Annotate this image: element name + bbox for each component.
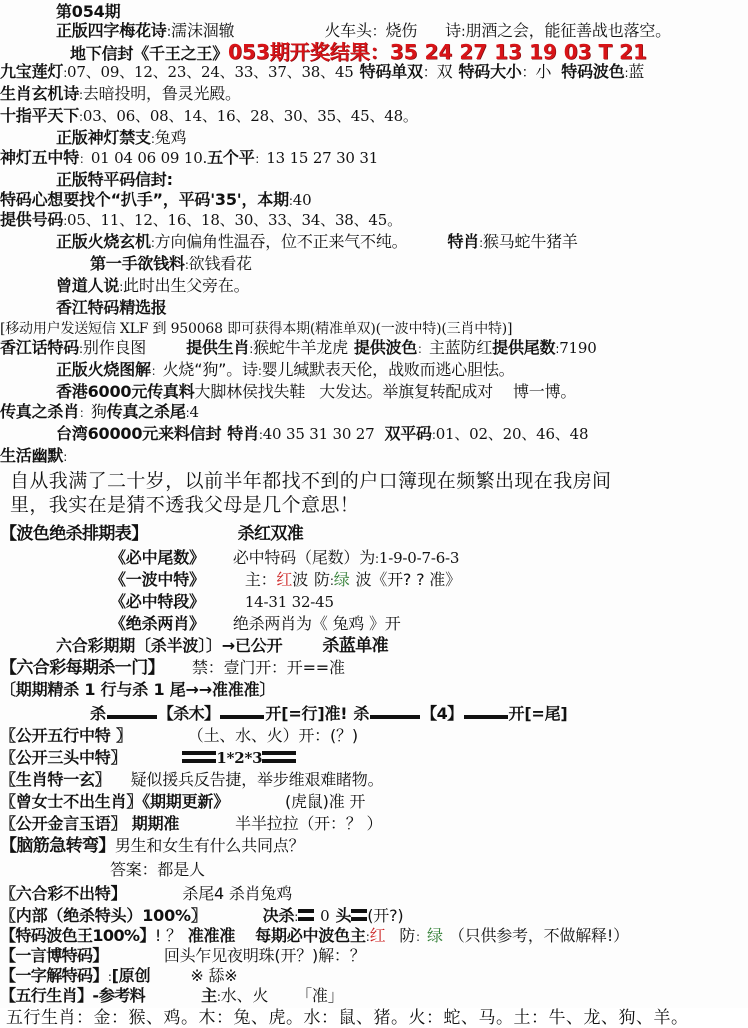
kill-four-label: 【4】 xyxy=(421,704,463,723)
hk-fax-label: 香港6000元传真料 xyxy=(56,382,195,401)
wave-row-def-label: 防 xyxy=(314,570,330,589)
section-five-elements-open xyxy=(0,728,748,744)
table-row xyxy=(0,594,748,610)
segment-row-value: 14-31 32-45 xyxy=(244,593,334,611)
zengdaoren-value: 此时出生父旁在。 xyxy=(123,276,250,295)
table-row xyxy=(0,616,748,632)
jiubao-line xyxy=(0,64,748,80)
fax-kill-line xyxy=(0,404,748,420)
provide-wave-value: 主蓝防红 xyxy=(428,338,493,357)
first-money-line xyxy=(0,256,748,272)
internal-kill-bar-right xyxy=(351,909,367,921)
section-value-golden-words: 半半拉拉（开：？ ） xyxy=(235,814,383,833)
first-money-value: 欲钱看花 xyxy=(188,254,252,273)
special-zodiac-sep: : xyxy=(479,236,483,250)
fire-chart-poem-sep: : xyxy=(257,364,262,378)
wave-kill-table-title-right: 杀红双准 xyxy=(237,524,304,544)
kill-word: 杀 xyxy=(90,704,106,723)
provide-tail-label: 提供尾数 xyxy=(492,338,556,357)
zodiac-poem-value: 去暗投明，鲁灵光殿。 xyxy=(82,84,241,103)
section-golden-words xyxy=(0,816,748,832)
provide-wave-label: 提供波色 xyxy=(353,338,418,357)
kill-bars-line xyxy=(0,706,748,722)
one-char-sep: : xyxy=(107,970,112,984)
tail-row-sep: : xyxy=(375,552,379,566)
internal-kill-value-tail: (开?) xyxy=(367,906,404,925)
internal-kill-head-label: 〖内部（绝杀特头）100%〗 xyxy=(0,906,207,925)
section-label-zodiac-mystery: 〖生肖特一玄〗 xyxy=(0,770,111,789)
xjh-label: 香江话特码 xyxy=(0,338,80,357)
wave-king-label: 【特码波色王100%】 xyxy=(0,926,155,945)
special-wish-line xyxy=(0,192,748,208)
sms-notice-line xyxy=(0,320,748,336)
kill-bar-3 xyxy=(370,715,420,719)
hk-fax-line xyxy=(0,384,748,400)
humor-line-1 xyxy=(0,472,748,491)
tail-row-label: 《必中尾数》 xyxy=(110,548,205,567)
table-footer-line xyxy=(0,638,748,655)
wave-row-def-suffix: 波 xyxy=(355,570,372,589)
fire-chart-value: 火烧“狗”。 xyxy=(162,360,243,379)
lamp-five-numbers: 01 04 06 09 10. xyxy=(90,149,208,167)
result-numbers: 35 24 27 13 19 03 T 21 xyxy=(389,40,647,64)
first-money-label: 第一手欲钱料 xyxy=(90,254,185,273)
lamp-ban-line xyxy=(0,130,748,146)
jiubao-label: 九宝莲灯 xyxy=(0,62,64,81)
tw-double-flat-label: 双平码 xyxy=(384,424,432,443)
special-size-value: 小 xyxy=(535,62,552,81)
section-precise-kill xyxy=(0,682,748,698)
wave-king-text: 每期必中波色主 xyxy=(255,926,366,945)
fire-mystery-label: 正版火烧玄机 xyxy=(56,232,151,251)
section-zodiac-mystery xyxy=(0,772,748,788)
zengdaoren-line xyxy=(0,278,748,294)
sms-notice: [移动用户发送短信 XLF 到 950068 即可获得本期(精准单双)(一波中特)(三肖中特)] xyxy=(0,321,513,337)
special-oddeven-label: 特码单双 xyxy=(359,62,423,81)
lamp-five-line xyxy=(0,150,748,166)
tw-fax-label: 台湾60000元来料信封 xyxy=(56,424,222,443)
supply-label: 提供号码 xyxy=(0,210,64,229)
five-elem-main-value: 水、火 xyxy=(220,986,269,1005)
wave-king-sep: : xyxy=(365,930,370,944)
section-label-brain-teaser-answer: 答案：都是人 xyxy=(110,860,205,879)
section-brain-teaser xyxy=(0,838,748,855)
kill-two-row-value: 绝杀两肖为《 兔鸡 》开 xyxy=(232,614,401,633)
section-value-no-special: 杀尾4 杀肖兔鸡 xyxy=(182,884,293,903)
fire-mystery-sep: : xyxy=(150,236,155,250)
jiubao-numbers: 07、09、12、23、24、33、37、38、45 xyxy=(67,63,354,81)
fax-kill-tail-sep: : xyxy=(185,406,190,420)
special-wave-label: 特码波色 xyxy=(561,62,625,81)
section-value-kill-one-door: 禁：壹门开：开==准 xyxy=(192,658,345,677)
internal-kill-value-mid: 0 xyxy=(320,907,330,925)
result-banner-label: 053期开奖结果： xyxy=(228,40,390,64)
supply-numbers: 05、11、12、16、18、30、33、34、38、45。 xyxy=(67,211,402,229)
humor-label: 生活幽默 xyxy=(0,446,64,465)
xjh-sep: : xyxy=(79,342,83,356)
plum-poem-sep: : xyxy=(166,24,172,40)
humor-label-line xyxy=(0,448,748,464)
special-wave-sep: : xyxy=(624,66,629,80)
humor-sep: : xyxy=(63,450,68,464)
tw-fax-line xyxy=(0,426,748,442)
xjh-value: 别作良图 xyxy=(82,338,147,357)
provide-tail-value: 7190 xyxy=(559,339,597,357)
special-wish-text: 特码心想要找个“扒手”，平码'35'，本期 xyxy=(0,190,289,209)
tw-special-label: 特肖 xyxy=(227,424,259,443)
fire-chart-poem-value: 婴儿缄默表天伦，战败而逃心胆怯。 xyxy=(261,360,515,379)
zodiac-poem-sep: : xyxy=(79,88,83,102)
section-value-five-elements-open: （土、水、火）开：(？) xyxy=(187,726,358,745)
poem-label: 诗 xyxy=(445,21,461,40)
tw-special-sep: : xyxy=(258,428,263,442)
kill-bar-1 xyxy=(107,715,157,719)
special-wave-value: 蓝 xyxy=(628,62,645,81)
special-wish-sep: : xyxy=(288,194,293,208)
humor-text-1: 自从我满了二十岁，以前半年都找不到的户口簿现在频繁出现在我房间 xyxy=(10,470,612,492)
tw-double-flat-sep: : xyxy=(431,428,436,442)
section-value-zeng-lady: (虎鼠)准 开 xyxy=(285,792,366,811)
five-flat-numbers: 13 15 27 30 31 xyxy=(266,149,379,167)
xiangjiang-title-line xyxy=(0,300,748,316)
one-word-label: 【一言博特码】 xyxy=(0,946,108,965)
section-label-three-heads-open: 〖公开三头中特〗 xyxy=(0,748,127,767)
one-word-special-line xyxy=(0,948,748,964)
table-row xyxy=(0,550,748,566)
one-char-origin: [原创 xyxy=(111,966,151,985)
fax-kill-zodiac-value: 狗 xyxy=(90,402,107,421)
kill-bar-2 xyxy=(220,715,264,719)
fire-chart-poem-label: 诗 xyxy=(242,360,258,379)
one-char-special-line xyxy=(0,968,748,984)
provide-zodiac-value: 猴蛇牛羊龙虎 xyxy=(253,338,348,357)
train-head-value: 烧伤 xyxy=(385,21,418,40)
section-label-brain-teaser: 【脑筋急转弯】 xyxy=(0,836,115,856)
provide-tail-sep: : xyxy=(555,342,560,356)
train-head-label: 火车头 xyxy=(324,21,372,40)
provide-wave-sep: ： xyxy=(417,342,429,356)
section-label-zeng-lady: 〖曾女士不出生肖〗《期期更新》 xyxy=(0,792,230,811)
ten-finger-sep: : xyxy=(79,110,83,124)
xiangjiang-title: 香江特码精选报 xyxy=(56,298,167,317)
poem-sep: : xyxy=(460,24,466,40)
five-elem-label: 【五行生肖】 xyxy=(0,986,93,1005)
issue-number: 第054期 xyxy=(56,2,121,21)
five-elem-main-sep: : xyxy=(216,990,221,1004)
fax-kill-tail-label: 传真之杀尾 xyxy=(106,402,186,421)
one-char-label: 【一字解特码】 xyxy=(0,966,108,985)
special-oddeven-value: 双 xyxy=(436,62,453,81)
ten-finger-line xyxy=(0,108,748,124)
wave-row-main-suffix: 波 xyxy=(292,570,309,589)
wave-row-def-value: 绿 xyxy=(333,570,350,589)
wave-kill-table-title: 【波色绝杀排期表】 xyxy=(0,524,148,544)
kill-two-row-label: 《绝杀两肖》 xyxy=(110,614,205,633)
fire-chart-sep: ： xyxy=(150,364,163,378)
one-word-value: 回头乍见夜明珠(开？)解：？ xyxy=(163,946,366,965)
wave-row-main-value: 红 xyxy=(276,570,293,589)
five-element-zodiac-line xyxy=(0,988,748,1004)
wave-row-main-label: 主： xyxy=(244,570,277,589)
open-tail-label: 开[=尾] xyxy=(508,704,568,723)
zengdaoren-label: 曾道人说 xyxy=(56,276,120,295)
section-label-five-elements-open: 〖公开五行中特 〗 xyxy=(0,726,132,745)
zodiac-poem-label: 生肖玄机诗 xyxy=(0,84,80,103)
humor-line-2 xyxy=(0,496,748,515)
special-oddeven-sep: ： xyxy=(422,65,437,81)
one-char-value: ※ 舔※ xyxy=(190,966,238,985)
lamp-ban-label: 正版神灯禁支 xyxy=(56,128,151,147)
supply-sep: : xyxy=(63,214,68,228)
section-no-special xyxy=(0,886,748,902)
five-flat-label: 五个平 xyxy=(207,148,255,167)
tw-double-flat-numbers: 01、02、20、46、48 xyxy=(435,425,589,443)
table-footer-right: 杀蓝单准 xyxy=(322,636,389,656)
tail-row-prefix: 必中特码（尾数）为 xyxy=(232,548,376,567)
flat-envelope-line xyxy=(0,172,748,188)
fire-chart-label: 正版火烧图解 xyxy=(56,360,151,379)
section-label-precise-kill: 〔期期精杀 1 行与杀 1 尾→→准准准〕 xyxy=(0,680,276,699)
lamp-ban-sep: : xyxy=(150,132,155,146)
kill-bar-4 xyxy=(464,715,508,719)
five-elem-sub: 参考料 xyxy=(98,986,146,1005)
internal-kill-head-line xyxy=(0,908,748,924)
three-heads-bar-right xyxy=(262,751,296,763)
hk-fax-extra1: 大发达。举旗复转配成对 xyxy=(319,382,493,401)
wave-king-def: 绿 xyxy=(427,926,443,945)
wave-king-main: 红 xyxy=(369,926,386,945)
jiubao-sep: : xyxy=(63,66,68,80)
special-zodiac-label: 特肖 xyxy=(447,232,480,251)
wave-row-tail: 《开? ? 准》 xyxy=(371,570,461,589)
section-brain-teaser-answer xyxy=(0,862,748,878)
internal-kill-bar-left xyxy=(298,909,314,921)
five-elem-main-label: 主 xyxy=(201,986,217,1005)
wave-row-def-sep: : xyxy=(329,574,334,588)
lamp-five-label: 神灯五中特 xyxy=(0,148,80,167)
supply-numbers-line xyxy=(0,212,748,228)
provide-zodiac-sep: : xyxy=(249,342,254,356)
section-label-golden-words: 〖公开金言玉语〗 期期准 xyxy=(0,814,180,833)
underground-envelope-line xyxy=(0,42,748,62)
provide-zodiac-label: 提供生肖 xyxy=(186,338,250,357)
section-three-heads-open xyxy=(0,750,748,766)
kill-mu-label: 【杀木】 xyxy=(157,704,220,723)
table-footer-left: 六合彩期期〔杀半波〕〕→已公开 xyxy=(56,636,283,655)
fire-mystery-value: 方向偏角性温吞，位不正来气不纯。 xyxy=(154,232,408,251)
internal-kill-value-sep: : xyxy=(294,910,299,924)
fax-kill-zodiac-label: 传真之杀肖 xyxy=(0,402,80,421)
ten-finger-numbers: 03、06、08、14、16、28、30、35、45、48。 xyxy=(82,107,418,125)
kill-word-2: 杀 xyxy=(353,704,370,723)
internal-kill-value-head: 头 xyxy=(335,906,352,925)
fire-mystery-line xyxy=(0,234,748,250)
fire-chart-line xyxy=(0,362,748,378)
hk-fax-extra2: 博一博。 xyxy=(512,382,577,401)
special-size-sep: ： xyxy=(521,65,536,81)
wave-king-def-label: 防 xyxy=(399,926,416,945)
wave-king-mark: ! ？ xyxy=(154,926,182,945)
five-elem-dash: - xyxy=(92,986,99,1005)
underground-envelope-label: 地下信封《千王之王》 xyxy=(70,44,229,63)
poem-value: 朋酒之会，能征善战也落空。 xyxy=(465,21,671,40)
section-value-zodiac-mystery: 疑似援兵反告捷，举步维艰难睹物。 xyxy=(130,770,384,789)
plum-poem-label: 正版四字梅花诗 xyxy=(56,21,167,40)
segment-row-label: 《必中特段》 xyxy=(110,592,205,611)
hk-fax-value: 大脚林侯找失鞋 xyxy=(194,382,306,401)
wave-king-line xyxy=(0,928,748,944)
tail-row-value: 1-9-0-7-6-3 xyxy=(378,549,460,567)
ten-finger-label: 十指平天下 xyxy=(0,106,80,125)
zodiac-poem-line xyxy=(0,86,748,102)
train-head-sep: ： xyxy=(371,24,386,40)
special-zodiac-value: 猴马蛇牛猪羊 xyxy=(482,232,578,251)
wave-king-accuracy: 准准准 xyxy=(187,926,236,945)
five-elem-table: 五行生肖：金：猴、鸡。木：兔、虎。水：鼠、猪。火：蛇、马。土：牛、龙、狗、羊。 xyxy=(6,1008,689,1028)
lamp-five-sep: ： xyxy=(79,152,91,166)
five-element-zodiac-table-line xyxy=(0,1010,748,1027)
section-value-three-heads-open: 1*2*3 xyxy=(216,749,263,767)
wave-row-label: 《一波中特》 xyxy=(110,570,205,589)
section-label-no-special: 〖六合彩不出特】 xyxy=(0,884,127,903)
plum-poem-value: 濡沫涸辙 xyxy=(171,21,235,40)
flat-envelope-label: 正版特平码信封: xyxy=(56,170,173,189)
five-flat-sep: ： xyxy=(254,152,267,166)
first-money-sep: : xyxy=(184,258,189,272)
wave-king-note: （只供参考，不做解释!） xyxy=(448,926,629,945)
fax-kill-tail-value: 4 xyxy=(189,403,199,421)
section-label-kill-one-door: 【六合彩每期杀一门】 xyxy=(0,658,164,678)
three-heads-bar-left xyxy=(182,751,216,763)
open-hang-label: 开[=行]准! xyxy=(265,704,348,723)
table-row xyxy=(0,572,748,588)
lamp-ban-value: 兔鸡 xyxy=(154,128,187,147)
humor-text-2: 里，我实在是猜不透我父母是几个意思！ xyxy=(10,494,360,516)
section-value-brain-teaser: 男生和女生有什么共同点？ xyxy=(114,836,305,855)
wave-king-def-sep: ： xyxy=(415,930,428,944)
special-size-label: 特码大小 xyxy=(458,62,522,81)
tw-special-numbers: 40 35 31 30 27 xyxy=(262,425,375,443)
plum-poem-line xyxy=(0,23,748,39)
xiangjiang-special-line xyxy=(0,340,748,356)
five-elem-ok: 「准」 xyxy=(296,986,344,1005)
section-kill-one-door xyxy=(0,660,748,677)
fax-kill-zodiac-sep: ： xyxy=(79,406,91,420)
special-wish-value: 40 xyxy=(292,191,312,209)
issue-line xyxy=(0,4,748,20)
internal-kill-value-label: 决杀 xyxy=(262,906,295,925)
zengdaoren-sep: : xyxy=(119,280,124,294)
wave-kill-table-title-line xyxy=(0,526,748,543)
section-zeng-lady xyxy=(0,794,748,810)
